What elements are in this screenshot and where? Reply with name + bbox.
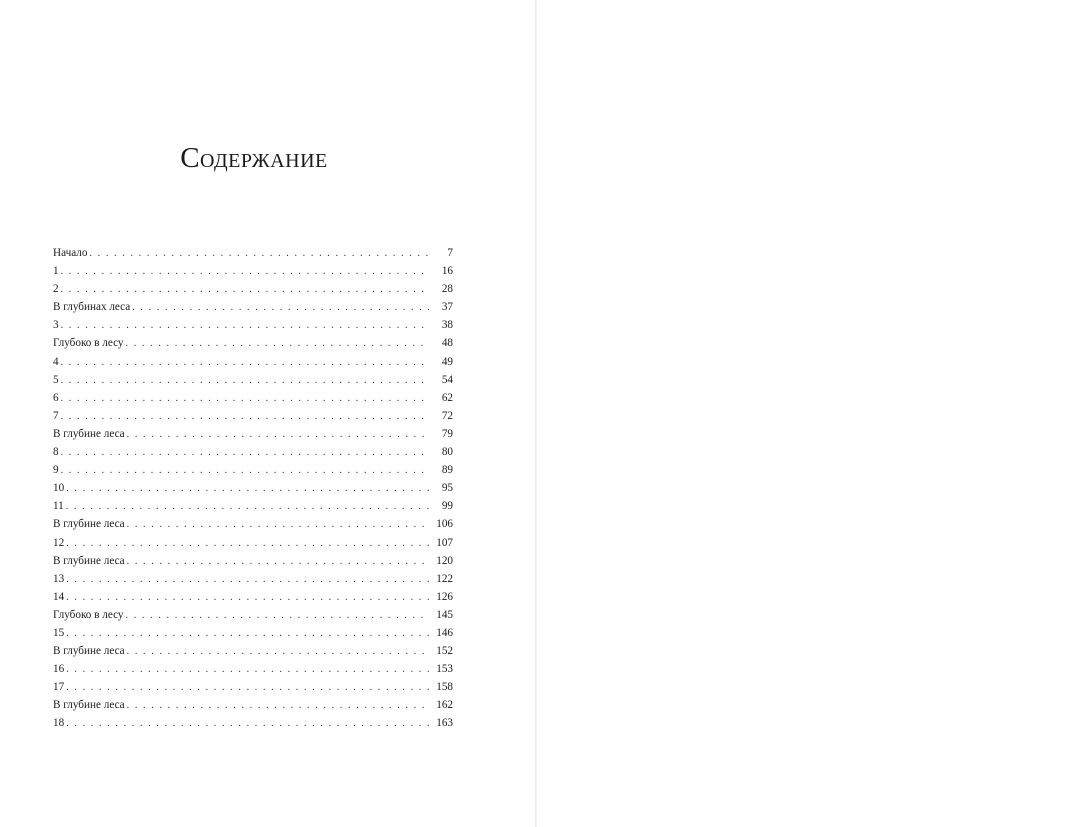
toc-entry-label: 13 bbox=[53, 572, 65, 585]
toc-entry-label: 9 bbox=[53, 464, 59, 477]
dot-leader bbox=[66, 679, 429, 696]
toc-entry-page: 145 bbox=[436, 608, 453, 621]
toc-entry-label: 18 bbox=[53, 717, 65, 730]
toc-entry-label: Глубоко в лесу bbox=[53, 608, 124, 621]
toc-entry bbox=[53, 515, 453, 533]
toc-entry bbox=[53, 479, 453, 497]
dot-leader bbox=[61, 444, 429, 461]
toc-entry bbox=[53, 534, 453, 552]
toc-entry bbox=[53, 280, 453, 298]
toc-entry bbox=[53, 461, 453, 479]
toc-entry-page: 126 bbox=[436, 590, 453, 603]
dot-leader bbox=[132, 299, 429, 316]
toc-entry-page: 7 bbox=[447, 247, 453, 259]
dot-leader bbox=[127, 643, 429, 660]
toc-entry-label: 5 bbox=[53, 373, 59, 386]
toc-entry bbox=[53, 298, 453, 316]
dot-leader bbox=[66, 661, 429, 678]
toc-entry-page: 153 bbox=[436, 663, 453, 676]
toc-entry-page: 158 bbox=[436, 681, 453, 694]
toc-entry bbox=[53, 714, 453, 732]
toc-entry-label: 6 bbox=[53, 391, 59, 404]
dot-leader bbox=[61, 462, 429, 479]
toc-entry-label: В глубине леса bbox=[53, 554, 125, 567]
dot-leader bbox=[66, 480, 429, 497]
toc-entry bbox=[53, 407, 453, 425]
toc-entry-label: Глубоко в лесу bbox=[53, 337, 124, 350]
toc-entry-label: 3 bbox=[53, 319, 59, 332]
toc-entry bbox=[53, 696, 453, 714]
toc-entry-page: 122 bbox=[436, 572, 453, 585]
dot-leader bbox=[61, 372, 429, 389]
toc-heading: Содержание bbox=[180, 142, 328, 174]
toc-entry bbox=[53, 244, 453, 262]
toc-entry-label: 17 bbox=[53, 681, 65, 694]
dot-leader bbox=[127, 516, 429, 533]
toc-entry bbox=[53, 588, 453, 606]
toc-entry-page: 152 bbox=[436, 645, 453, 658]
right-page bbox=[537, 0, 1069, 827]
toc-entry-page: 38 bbox=[441, 319, 453, 332]
toc-entry-label: В глубинах леса bbox=[53, 301, 131, 314]
toc-entry-page: 163 bbox=[436, 717, 453, 730]
toc-entry-page: 80 bbox=[441, 446, 453, 459]
toc-entry-page: 54 bbox=[441, 373, 453, 386]
toc-entry-page: 120 bbox=[436, 554, 453, 567]
toc-entry-label: 11 bbox=[53, 500, 64, 513]
toc-entry bbox=[53, 642, 453, 660]
toc-entry bbox=[53, 678, 453, 696]
toc-entry-label: В глубине леса bbox=[53, 427, 125, 440]
toc-entry bbox=[53, 353, 453, 371]
toc-entry bbox=[53, 389, 453, 407]
toc-entry-label: Начало bbox=[53, 247, 88, 259]
toc-entry bbox=[53, 660, 453, 678]
toc-entry bbox=[53, 624, 453, 642]
dot-leader bbox=[66, 625, 429, 642]
toc-entry-page: 28 bbox=[441, 283, 453, 296]
dot-leader bbox=[66, 715, 429, 732]
toc-entry-page: 16 bbox=[441, 265, 453, 278]
dot-leader bbox=[127, 553, 429, 570]
toc-entry-page: 62 bbox=[441, 391, 453, 404]
toc-entry bbox=[53, 371, 453, 389]
toc-entry-label: 7 bbox=[53, 409, 59, 422]
toc-entry-page: 106 bbox=[436, 518, 453, 531]
toc-entry-label: 4 bbox=[53, 355, 59, 368]
toc-entry-page: 89 bbox=[441, 464, 453, 477]
dot-leader bbox=[61, 408, 429, 425]
dot-leader bbox=[127, 426, 429, 443]
dot-leader bbox=[66, 589, 429, 606]
toc-entry bbox=[53, 262, 453, 280]
toc-entry bbox=[53, 606, 453, 624]
toc-entry-label: 2 bbox=[53, 283, 59, 296]
dot-leader bbox=[61, 354, 429, 371]
dot-leader bbox=[61, 390, 429, 407]
toc-entry-label: В глубине леса bbox=[53, 518, 125, 531]
dot-leader bbox=[66, 571, 429, 588]
toc-entry-label: 12 bbox=[53, 536, 65, 549]
toc-entry-page: 79 bbox=[441, 427, 453, 440]
dot-leader bbox=[61, 317, 429, 334]
toc-entry-page: 99 bbox=[441, 500, 453, 513]
dot-leader bbox=[66, 535, 429, 552]
toc-entry-page: 146 bbox=[436, 626, 453, 639]
toc-entry bbox=[53, 316, 453, 334]
dot-leader bbox=[127, 697, 429, 714]
toc-entry-page: 95 bbox=[441, 482, 453, 495]
toc-entry-page: 48 bbox=[441, 337, 453, 350]
toc-entry-label: 15 bbox=[53, 626, 65, 639]
toc-entry bbox=[53, 552, 453, 570]
toc-entry bbox=[53, 334, 453, 352]
toc-list-left bbox=[53, 244, 453, 733]
toc-entry-label: 1 bbox=[53, 265, 59, 278]
toc-entry bbox=[53, 570, 453, 588]
toc-entry-label: 14 bbox=[53, 590, 65, 603]
dot-leader bbox=[89, 245, 429, 262]
dot-leader bbox=[126, 607, 429, 624]
toc-entry-page: 107 bbox=[436, 536, 453, 549]
toc-entry-page: 49 bbox=[441, 355, 453, 368]
dot-leader bbox=[61, 263, 429, 280]
toc-entry-page: 162 bbox=[436, 699, 453, 712]
toc-entry-label: 10 bbox=[53, 482, 65, 495]
toc-entry-label: В глубине леса bbox=[53, 699, 125, 712]
toc-entry-label: 16 bbox=[53, 663, 65, 676]
toc-entry-label: В глубине леса bbox=[53, 645, 125, 658]
toc-entry bbox=[53, 497, 453, 515]
dot-leader bbox=[126, 335, 429, 352]
dot-leader bbox=[61, 281, 429, 298]
toc-entry bbox=[53, 425, 453, 443]
toc-entry-label: 8 bbox=[53, 446, 59, 459]
dot-leader bbox=[66, 498, 429, 515]
toc-entry-page: 37 bbox=[441, 301, 453, 314]
toc-entry bbox=[53, 443, 453, 461]
toc-entry-page: 72 bbox=[441, 409, 453, 422]
